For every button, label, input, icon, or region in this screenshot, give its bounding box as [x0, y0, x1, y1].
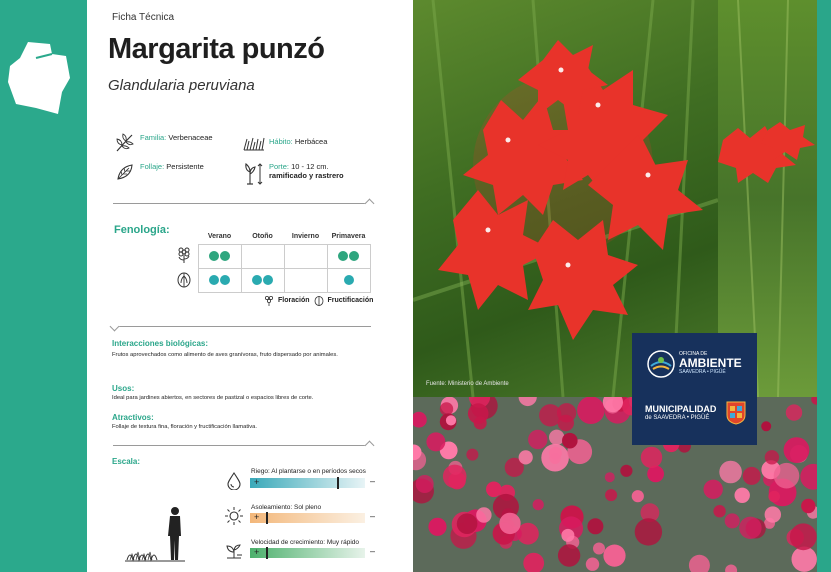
minus-sign: – [369, 476, 375, 486]
atractivos-text: Follaje de textura fina, floración y fructificación llamativa. [112, 424, 257, 430]
floracion-cell [284, 244, 327, 268]
asoleamiento-label: Asoleamiento: Sol pleno [251, 504, 322, 511]
pink-flower-cluster [446, 415, 456, 425]
pink-flower-cluster [704, 480, 723, 499]
attr-habito [243, 137, 327, 151]
fructificacion-cell [327, 268, 370, 292]
fructificacion-cell [284, 268, 327, 292]
pink-flower-cluster [743, 467, 761, 485]
pink-flower-cluster [641, 447, 662, 468]
usos-text: Ideal para jardines abiertos, en sectores de pastizal o espacios libres de corte. [112, 395, 314, 401]
familia-value: Verbenaceae [168, 133, 213, 142]
pink-flower-cluster [620, 465, 632, 477]
pink-flower-cluster [725, 513, 740, 528]
region-badge-icon [6, 38, 76, 118]
pink-flower-cluster [739, 517, 761, 539]
pink-flower-cluster [586, 558, 599, 571]
ambiente-big: AMBIENTE [679, 356, 742, 370]
pink-flower-cluster [428, 518, 446, 536]
escala-title: Escala: [112, 457, 141, 466]
fructificacion-cell [241, 268, 284, 292]
pink-flower-cluster [768, 491, 780, 503]
muni-big: MUNICIPALIDAD [645, 404, 717, 414]
follaje-value: Persistente [166, 162, 204, 171]
pink-flower-cluster [561, 529, 574, 542]
fructificacion-dot [263, 275, 273, 285]
ambiente-city: SAAVEDRA • PIGÜÉ [679, 369, 726, 375]
fenologia-legend [263, 295, 373, 306]
pink-flower-cluster [587, 518, 603, 534]
plus-sign: + [254, 512, 260, 522]
floracion-row [170, 244, 370, 268]
porte-value-line2: ramificado y rastrero [269, 171, 344, 180]
pink-flower-cluster [792, 547, 817, 572]
pink-flower-cluster [539, 404, 561, 426]
pink-flower-cluster [647, 466, 664, 483]
season-header: Otoño [252, 233, 273, 241]
pink-flower-cluster [713, 505, 725, 517]
crecimiento-marker [266, 547, 268, 559]
attr-follaje [114, 162, 204, 182]
plus-sign: + [254, 477, 260, 487]
fenologia-table [170, 230, 371, 293]
pink-flower-cluster [577, 397, 605, 424]
follaje-key: Follaje: [140, 162, 165, 171]
fructificacion-cell [198, 268, 241, 292]
familia-key: Familia: [140, 133, 167, 142]
habito-value: Herbácea [294, 137, 328, 146]
floracion-dot [220, 251, 230, 261]
pink-flower-cluster [416, 475, 434, 493]
porte-value-line1: 10 - 12 cm. [291, 162, 329, 171]
height-plant-icon [243, 162, 265, 186]
pink-flower-cluster [549, 430, 564, 445]
asoleamiento-marker [266, 512, 268, 524]
floracion-cell [241, 244, 284, 268]
water-drop-icon [225, 472, 243, 490]
divider-1 [113, 203, 371, 204]
season-header: Invierno [291, 233, 320, 241]
fruit-icon [313, 295, 325, 306]
plus-sign: + [254, 547, 260, 557]
grass-icon [243, 137, 265, 151]
attr-familia [114, 133, 213, 153]
pink-flower-cluster [528, 430, 547, 449]
right-color-band [817, 0, 831, 572]
riego-scale-bar [250, 476, 375, 488]
minus-sign: – [369, 546, 375, 556]
pink-flower-cluster [605, 472, 615, 482]
pink-flower-cluster [533, 499, 544, 510]
legend-fructificacion: Fructificación [327, 297, 374, 304]
pink-flower-cluster [632, 490, 644, 502]
pink-flower-cluster [801, 499, 815, 513]
common-name-title: Margarita punzó [108, 33, 325, 65]
ambiente-small: OFICINA DE [679, 351, 708, 357]
pink-flower-cluster [466, 449, 478, 461]
ambiente-logo-text [679, 352, 742, 375]
floracion-dot [209, 251, 219, 261]
season-header: Verano [207, 233, 232, 241]
pink-flower-cluster [765, 450, 779, 464]
logos-box [632, 333, 757, 445]
pink-flower-cluster [765, 506, 781, 522]
leaf-branch-icon [114, 133, 136, 153]
floracion-cell [198, 244, 241, 268]
pink-flower-cluster [719, 461, 742, 484]
floracion-dot [338, 251, 348, 261]
fructificacion-dot [209, 275, 219, 285]
ambiente-logo-icon [646, 349, 676, 379]
pink-flower-cluster [784, 437, 810, 463]
usos-title: Usos: [112, 384, 135, 393]
municipalidad-logo-text [645, 404, 716, 422]
floracion-dot [349, 251, 359, 261]
habito-key: Hábito: [269, 137, 293, 146]
fructificacion-row [170, 268, 370, 292]
fruit-icon [175, 270, 193, 288]
pink-flower-cluster [476, 507, 491, 522]
pink-flower-cluster [790, 523, 817, 550]
sun-icon [225, 507, 243, 525]
photo-caption: Fuente: Ministerio de Ambiente [426, 381, 509, 387]
crecimiento-label: Velocidad de crecimiento: Muy rápido [251, 539, 360, 546]
pink-flower-cluster [774, 463, 800, 489]
legend-floracion: Floración [278, 297, 310, 304]
pink-flower-cluster [457, 513, 478, 534]
pink-flower-cluster [735, 488, 750, 503]
riego-label: Riego: Al plantarse o en períodos secos [251, 468, 366, 475]
porte-key: Porte: [269, 162, 290, 171]
sheet-label: Ficha Técnica [112, 12, 175, 23]
pink-flower-cluster [635, 518, 662, 545]
pink-flower-cluster [519, 450, 533, 464]
attr-porte [243, 162, 344, 186]
fructificacion-dot [344, 275, 354, 285]
riego-marker [337, 477, 339, 489]
divider-2 [113, 326, 371, 327]
pink-flower-cluster [558, 544, 580, 566]
technical-sheet [87, 0, 413, 572]
floracion-cell [327, 244, 370, 268]
pink-flower-cluster [499, 513, 520, 534]
divider-3 [113, 445, 371, 446]
fructificacion-dot [220, 275, 230, 285]
minus-sign: – [369, 511, 375, 521]
interacciones-text: Frutos aprovechados como alimento de aves granívoras, fruto dispersado por animales. [112, 352, 338, 358]
pink-flower-cluster [593, 543, 605, 555]
fructificacion-dot [252, 275, 262, 285]
scale-reference-icon [125, 505, 185, 563]
pink-flower-cluster [468, 403, 489, 424]
pink-flower-cluster [426, 432, 445, 451]
pink-flower-cluster [603, 545, 625, 567]
asoleamiento-scale-bar [250, 511, 375, 523]
muni-small: de SAAVEDRA • PIGÜÉ [645, 415, 710, 421]
municipal-shield-icon [726, 401, 746, 425]
season-header: Primavera [331, 233, 366, 241]
pink-flower-cluster [562, 433, 578, 449]
interacciones-title: Interacciones biológicas: [112, 339, 209, 348]
pink-flower-cluster [541, 444, 569, 472]
scientific-name: Glandularia peruviana [108, 77, 255, 94]
flower-icon [175, 246, 193, 264]
crecimiento-scale-bar [250, 546, 375, 558]
atractivos-title: Atractivos: [112, 413, 154, 422]
pink-flower-cluster [443, 465, 467, 489]
pink-flower-cluster [486, 482, 502, 498]
sprout-icon [225, 542, 243, 560]
leaf-icon [114, 162, 136, 182]
pink-flower-cluster [605, 489, 617, 501]
fenologia-title: Fenología: [114, 224, 170, 236]
pink-flower-cluster [786, 404, 802, 420]
pink-flower-cluster [761, 421, 771, 431]
flower-icon [263, 295, 275, 306]
